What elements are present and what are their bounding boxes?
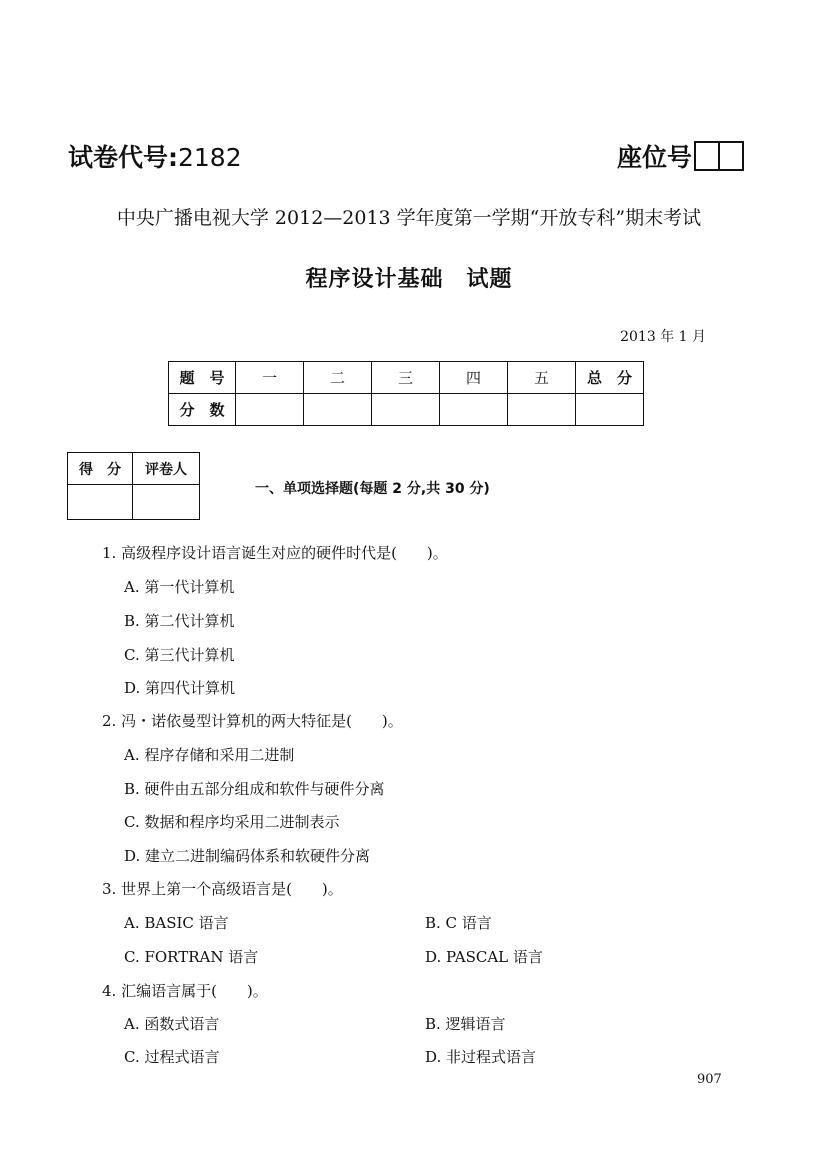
question-3-stem: 3. 世界上第一个高级语言是( )。 [102, 880, 343, 898]
seat-number [617, 138, 744, 174]
page-number: 907 [697, 1072, 722, 1087]
section-1-title: 一、单项选择题(每题 2 分,共 30 分) [255, 481, 490, 497]
seat-box-1 [694, 141, 720, 171]
subject-title: 程序设计基础 试题 [305, 267, 513, 292]
question-1-option-d: D. 第四代计算机 [124, 679, 236, 697]
question-1-option-b: B. 第二代计算机 [124, 612, 235, 630]
score-table-header-row [169, 362, 644, 394]
seat-box-2 [718, 141, 744, 171]
score-table [168, 361, 644, 426]
score-col-2: 二 [304, 362, 372, 394]
score-cell-2 [304, 394, 372, 426]
question-4-option-a: A. 函数式语言 [124, 1015, 220, 1033]
score-table-value-row [169, 394, 644, 426]
score-col-1: 一 [236, 362, 304, 394]
question-4-option-c: C. 过程式语言 [124, 1048, 220, 1066]
score-cell-5 [508, 394, 576, 426]
score-cell-1 [236, 394, 304, 426]
question-4-option-d: D. 非过程式语言 [425, 1048, 537, 1066]
score-col-total: 总 分 [576, 362, 644, 394]
score-cell-total [576, 394, 644, 426]
grader-reviewer-label: 评卷人 [133, 453, 200, 485]
exam-date: 2013 年 1 月 [620, 329, 706, 345]
grader-score-cell [68, 485, 133, 520]
question-2-option-a: A. 程序存储和采用二进制 [124, 746, 295, 764]
question-3-option-d: D. PASCAL 语言 [425, 948, 543, 966]
score-col-5: 五 [508, 362, 576, 394]
question-2-option-c: C. 数据和程序均采用二进制表示 [124, 813, 340, 831]
question-4-option-b: B. 逻辑语言 [425, 1015, 506, 1033]
question-1-option-c: C. 第三代计算机 [124, 646, 235, 664]
question-3-option-b: B. C 语言 [425, 914, 492, 932]
grader-score-label: 得 分 [68, 453, 133, 485]
score-cell-3 [372, 394, 440, 426]
exam-title: 中央广播电视大学 2012—2013 学年度第一学期“开放专科”期末考试 [116, 207, 702, 229]
grader-reviewer-cell [133, 485, 200, 520]
question-3-option-c: C. FORTRAN 语言 [124, 948, 259, 966]
question-2-option-b: B. 硬件由五部分组成和软件与硬件分离 [124, 780, 385, 798]
score-row1-head: 题 号 [169, 362, 236, 394]
grader-value-row [68, 485, 200, 520]
question-2-stem: 2. 冯・诺依曼型计算机的两大特征是( )。 [102, 712, 403, 730]
paper-code [68, 138, 242, 174]
paper-code-label: 试卷代号: [68, 143, 178, 172]
score-row2-head: 分 数 [169, 394, 236, 426]
question-1-stem: 1. 高级程序设计语言诞生对应的硬件时代是( )。 [102, 544, 448, 562]
score-col-4: 四 [440, 362, 508, 394]
score-col-3: 三 [372, 362, 440, 394]
question-1-option-a: A. 第一代计算机 [124, 578, 235, 596]
question-3-option-a: A. BASIC 语言 [124, 914, 229, 932]
grader-header-row [68, 453, 200, 485]
seat-label: 座位号 [617, 143, 693, 172]
score-cell-4 [440, 394, 508, 426]
paper-code-value: 2182 [178, 143, 242, 172]
question-4-stem: 4. 汇编语言属于( )。 [102, 982, 268, 1000]
question-2-option-d: D. 建立二进制编码体系和软硬件分离 [124, 847, 371, 865]
grader-table [67, 452, 200, 520]
